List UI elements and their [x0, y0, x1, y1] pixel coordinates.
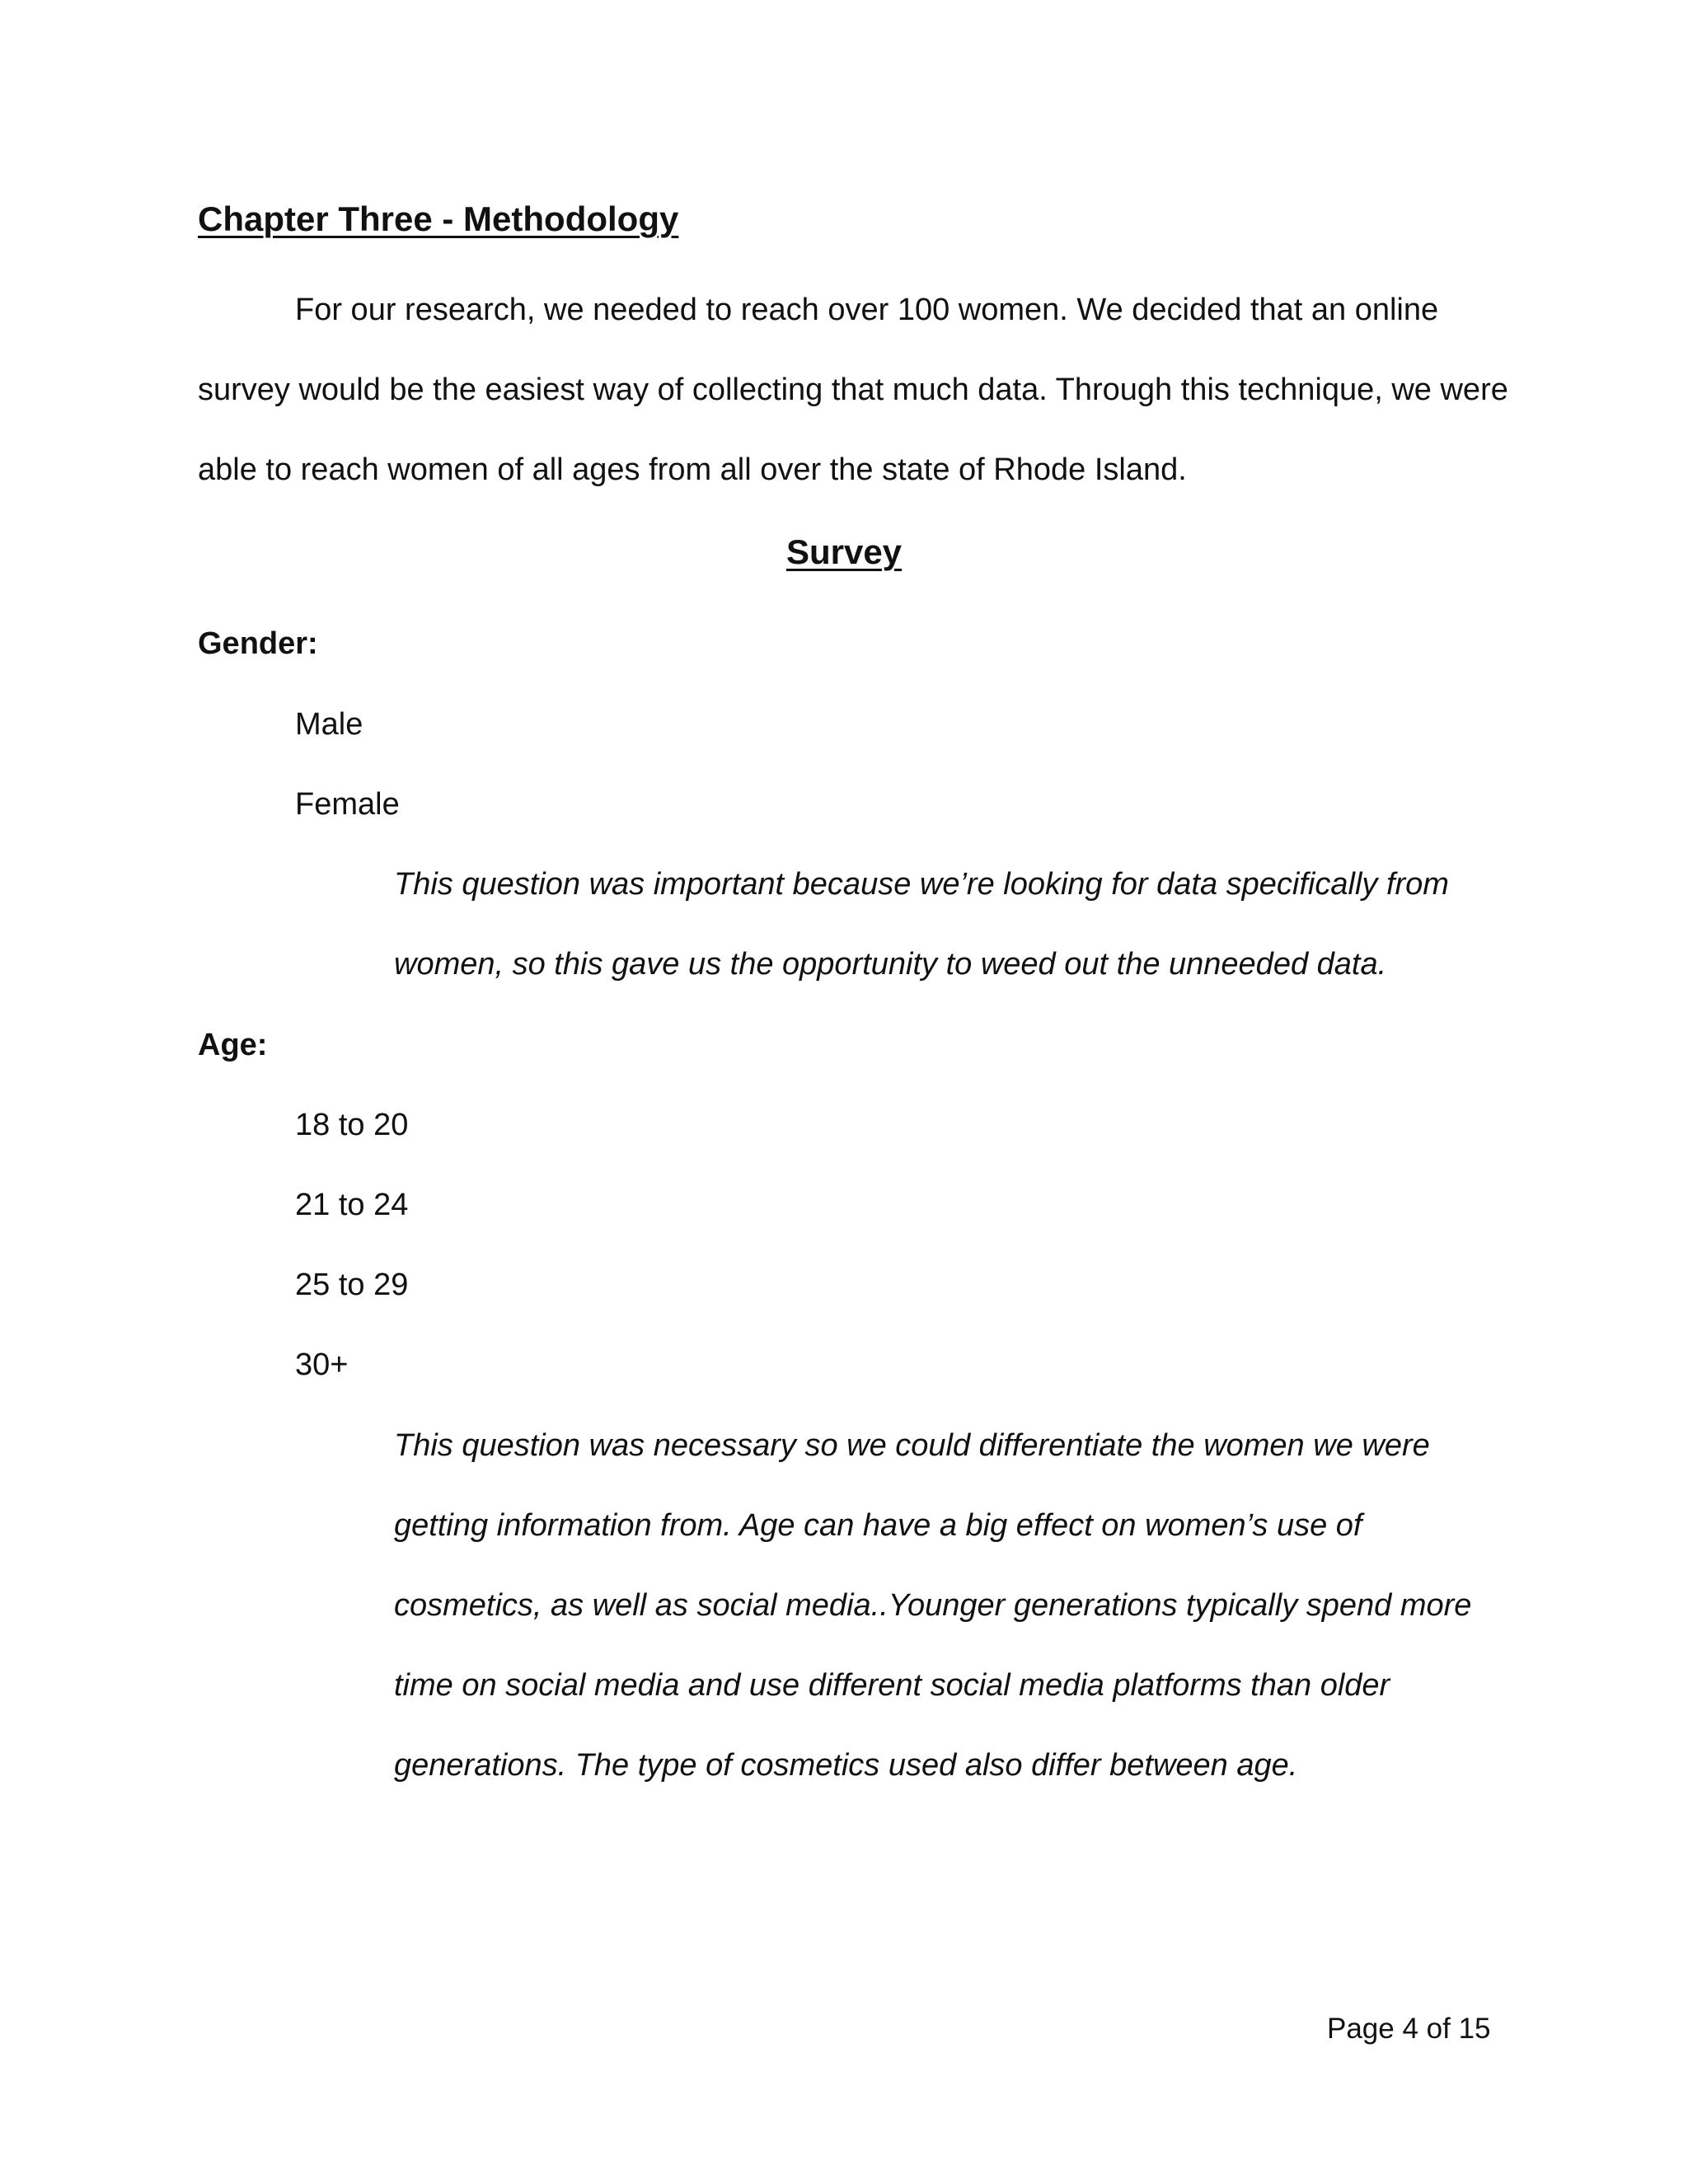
survey-heading: Survey [785, 532, 903, 571]
age-explanation-line-1: This question was necessary so we could differentiate the women we were [394, 1428, 1430, 1463]
gender-option-male: Male [295, 707, 363, 742]
age-explanation-line-3: cosmetics, as well as social media..Younger generations typically spend more [394, 1588, 1472, 1623]
page-number: Page 4 of 15 [1327, 2013, 1491, 2045]
gender-label: Gender: [198, 626, 318, 661]
age-explanation-line-4: time on social media and use different social media platforms than older [394, 1668, 1390, 1703]
age-label: Age: [198, 1028, 268, 1062]
intro-line-3: able to reach women of all ages from all over the state of Rhode Island. [198, 452, 1187, 487]
age-option-21-24: 21 to 24 [295, 1188, 409, 1222]
intro-line-1: For our research, we needed to reach over 100 women. We decided that an online [295, 293, 1439, 327]
chapter-title: Chapter Three - Methodology [198, 199, 679, 238]
gender-explanation-line-2: women, so this gave us the opportunity to weed out the unneeded data. [394, 947, 1387, 982]
age-explanation-line-2: getting information from. Age can have a big effect on women’s use of [394, 1508, 1362, 1543]
age-option-30-plus: 30+ [295, 1347, 349, 1382]
gender-explanation-line-1: This question was important because we’re looking for data specifically from [394, 867, 1449, 902]
age-option-18-20: 18 to 20 [295, 1108, 409, 1142]
gender-option-female: Female [295, 787, 400, 822]
age-explanation-line-5: generations. The type of cosmetics used also differ between age. [394, 1748, 1298, 1783]
intro-line-2: survey would be the easiest way of collecting that much data. Through this technique, we were [198, 373, 1508, 407]
age-option-25-29: 25 to 29 [295, 1268, 409, 1302]
